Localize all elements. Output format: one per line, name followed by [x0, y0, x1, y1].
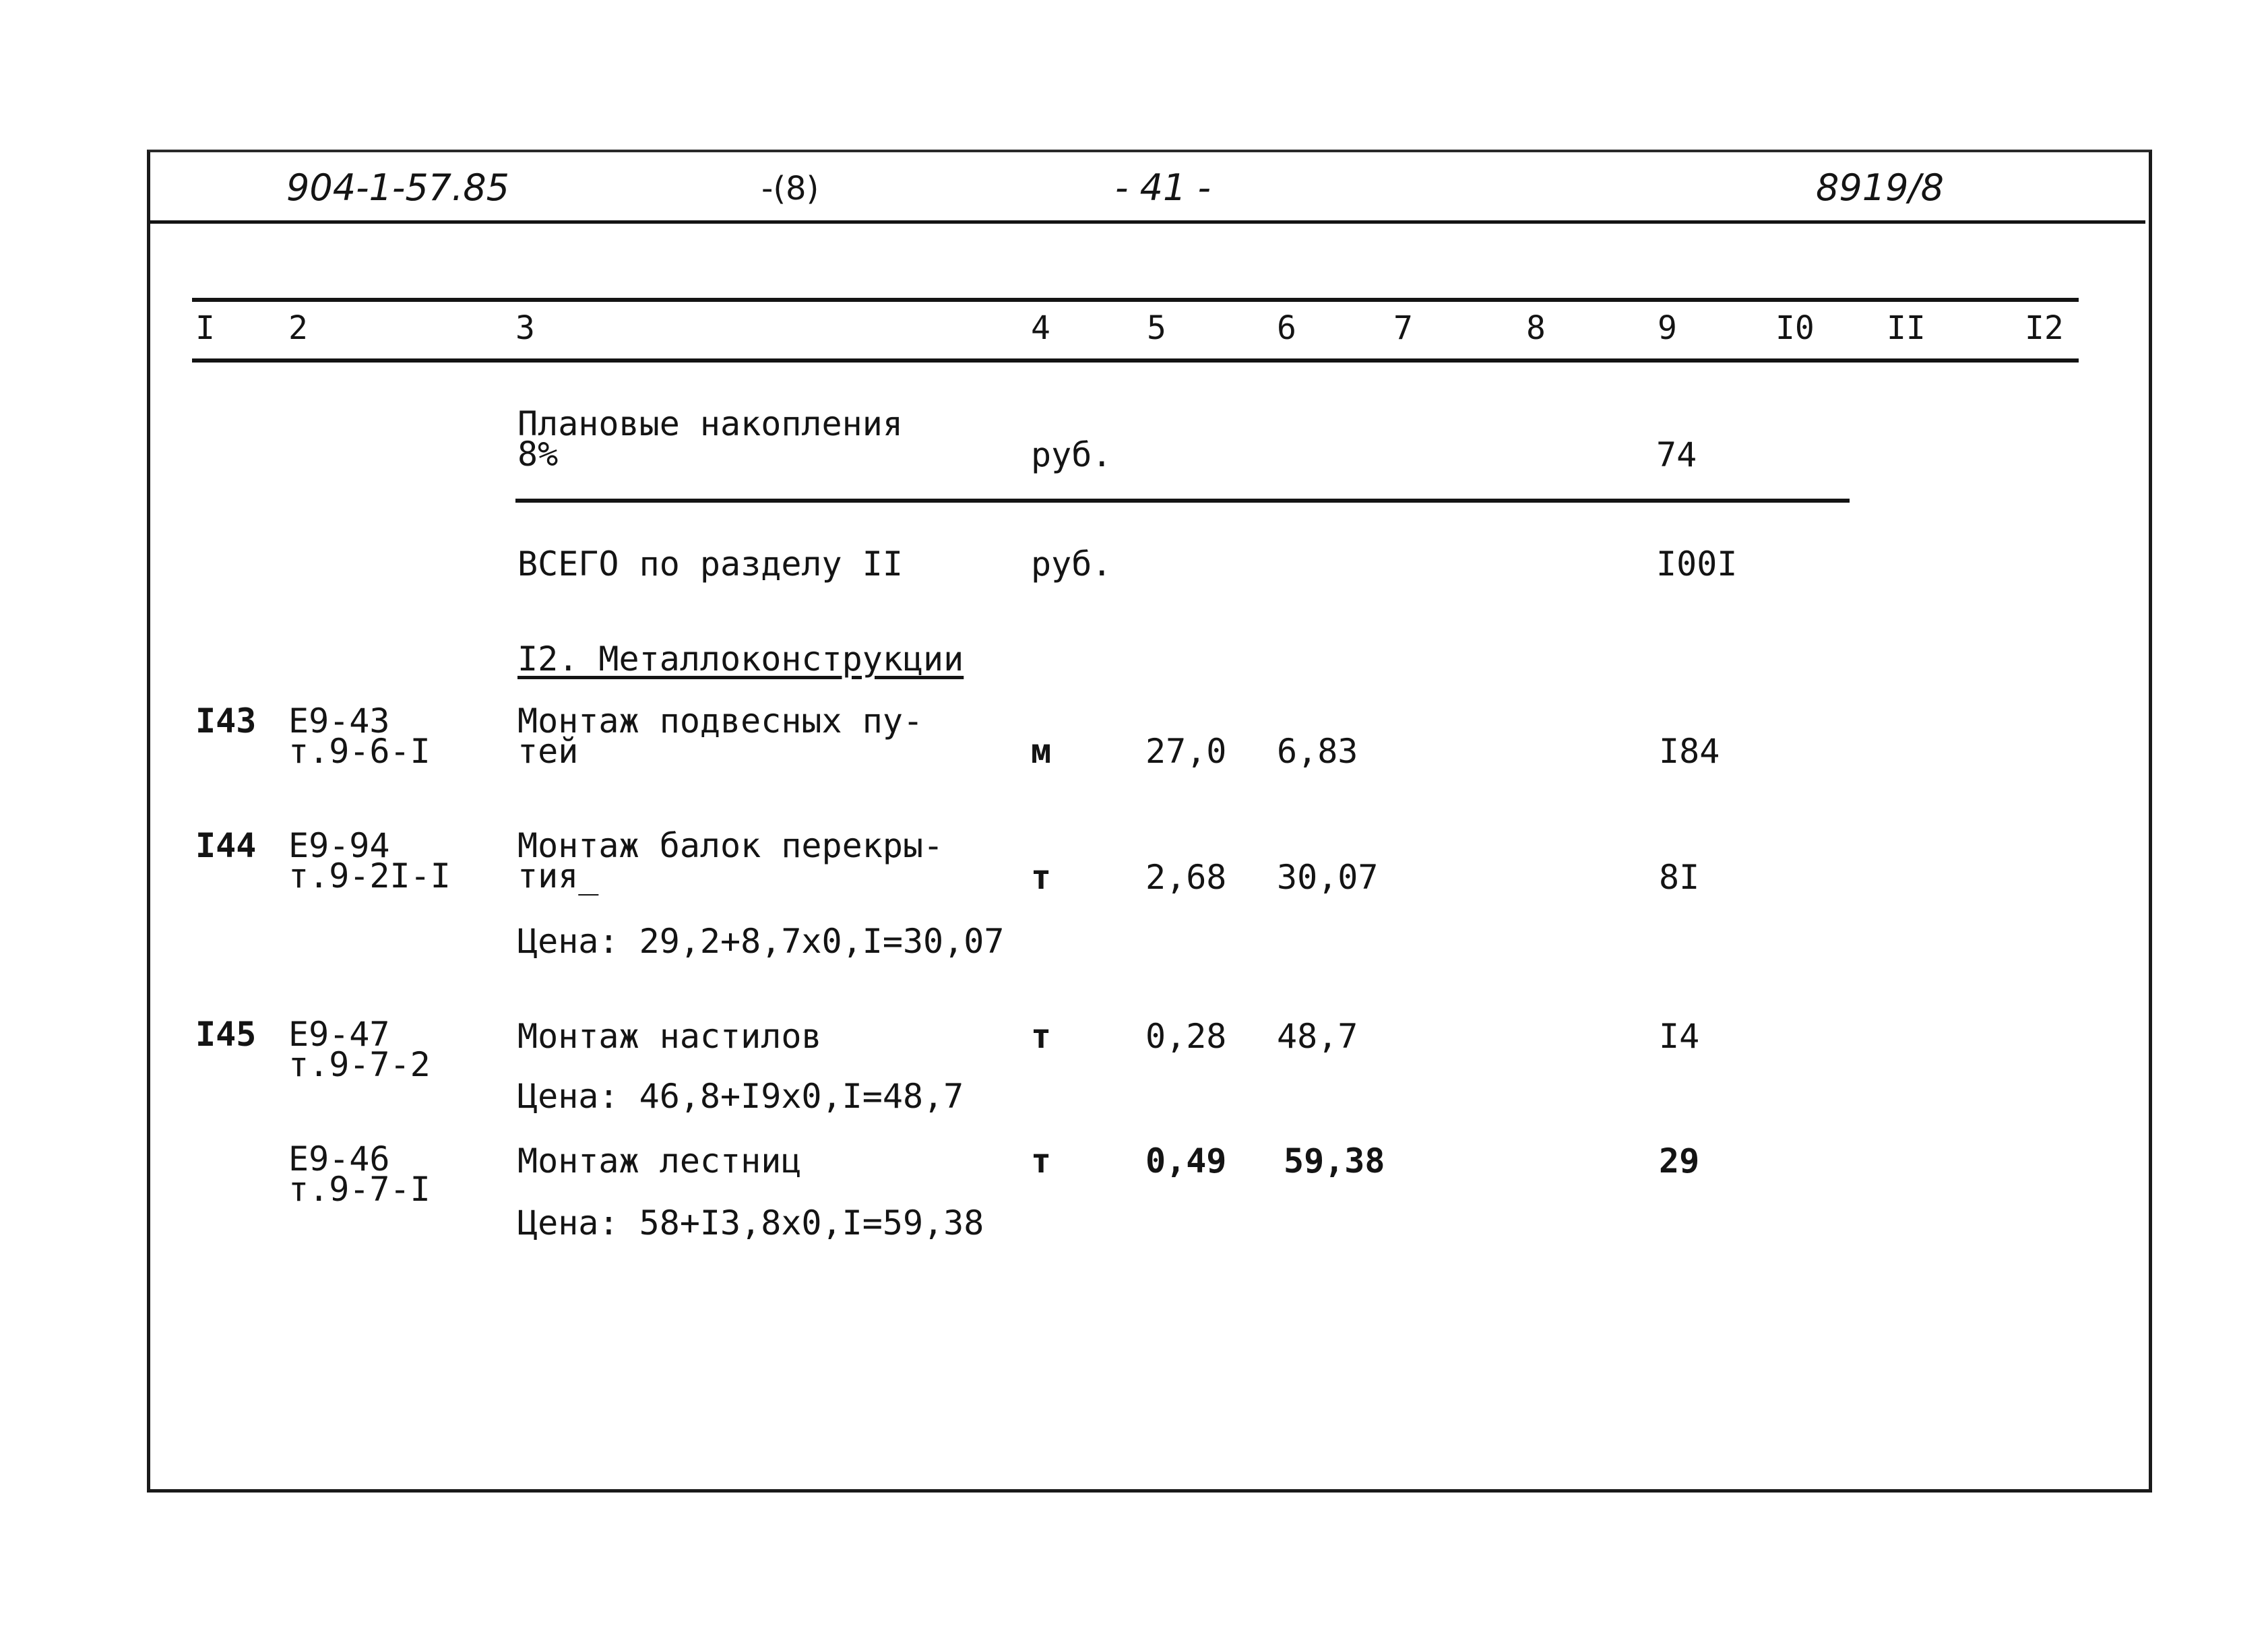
page-number: - 41 -	[1115, 166, 1211, 209]
row-total: 8I	[1659, 858, 1700, 897]
header-divider	[150, 220, 2145, 224]
row-total: 29	[1659, 1141, 1700, 1181]
row-quantity: 0,49	[1145, 1141, 1227, 1181]
row-price-note: Цена: 58+I3,8х0,I=59,38	[517, 1203, 984, 1243]
col-header-9: 9	[1658, 309, 1677, 347]
row-description: Монтаж балок перекры-	[517, 826, 944, 865]
row-description: Монтаж лестниц	[517, 1141, 802, 1181]
row-quantity: 2,68	[1145, 858, 1227, 897]
col-header-11: II	[1887, 309, 1926, 347]
row-description-cont: тей	[517, 732, 579, 771]
col-header-4: 4	[1031, 309, 1050, 347]
row-code-table: т.9-7-2	[288, 1045, 431, 1084]
row-unit: т	[1031, 1017, 1052, 1056]
row-code: Е9-94	[288, 826, 390, 865]
row-price-note: Цена: 46,8+I9х0,I=48,7	[517, 1077, 964, 1116]
col-header-2: 2	[288, 309, 308, 347]
row-unit: м	[1031, 732, 1052, 771]
doc-number: 904-1-57.85	[286, 166, 509, 209]
col-header-5: 5	[1147, 309, 1166, 347]
planned-savings-percent: 8%	[517, 435, 559, 474]
subtotal-rule	[515, 499, 1850, 503]
row-total: I4	[1659, 1017, 1700, 1056]
section-total-unit: руб.	[1031, 544, 1112, 584]
row-code-table: т.9-2I-I	[288, 856, 451, 896]
section-total-value: I00I	[1656, 544, 1738, 584]
row-quantity: 27,0	[1145, 732, 1227, 771]
row-description: Монтаж настилов	[517, 1017, 822, 1056]
row-number: I43	[195, 701, 257, 741]
col-header-3: 3	[515, 309, 535, 347]
row-number: I44	[195, 826, 257, 865]
row-unit: т	[1031, 1141, 1052, 1181]
col-header-6: 6	[1277, 309, 1296, 347]
col-header-10: I0	[1775, 309, 1815, 347]
row-code-table: т.9-6-I	[288, 732, 431, 771]
col-header-7: 7	[1393, 309, 1413, 347]
section-title: I2. Металлоконструкции	[517, 639, 964, 679]
row-description-cont: тия_	[517, 856, 599, 896]
row-quantity: 0,28	[1145, 1017, 1227, 1056]
row-code: Е9-43	[288, 701, 390, 741]
row-number: I45	[195, 1015, 257, 1054]
row-code: Е9-47	[288, 1015, 390, 1054]
row-code: Е9-46	[288, 1139, 390, 1179]
page-frame	[147, 150, 2152, 1493]
column-header-bottom-rule	[192, 358, 2079, 363]
col-header-1: I	[195, 309, 215, 347]
planned-savings-label: Плановые накопления	[517, 404, 903, 443]
row-unit: т	[1031, 858, 1052, 897]
planned-savings-value: 74	[1656, 435, 1697, 474]
column-header-top-rule	[192, 298, 2079, 302]
row-total: I84	[1659, 732, 1720, 771]
row-price: 30,07	[1277, 858, 1379, 897]
section-mark: -(8)	[761, 170, 819, 208]
row-description: Монтаж подвесных пу-	[517, 701, 924, 741]
row-price-note: Цена: 29,2+8,7х0,I=30,07	[517, 922, 1005, 961]
row-price: 59,38	[1284, 1141, 1385, 1181]
col-header-8: 8	[1526, 309, 1546, 347]
planned-savings-unit: руб.	[1031, 435, 1112, 474]
section-total-label: ВСЕГО по разделу II	[517, 544, 903, 584]
row-code-table: т.9-7-I	[288, 1170, 431, 1209]
row-price: 48,7	[1277, 1017, 1358, 1056]
row-price: 6,83	[1277, 732, 1358, 771]
archive-number: 8919/8	[1816, 166, 1944, 209]
col-header-12: I2	[2025, 309, 2064, 347]
